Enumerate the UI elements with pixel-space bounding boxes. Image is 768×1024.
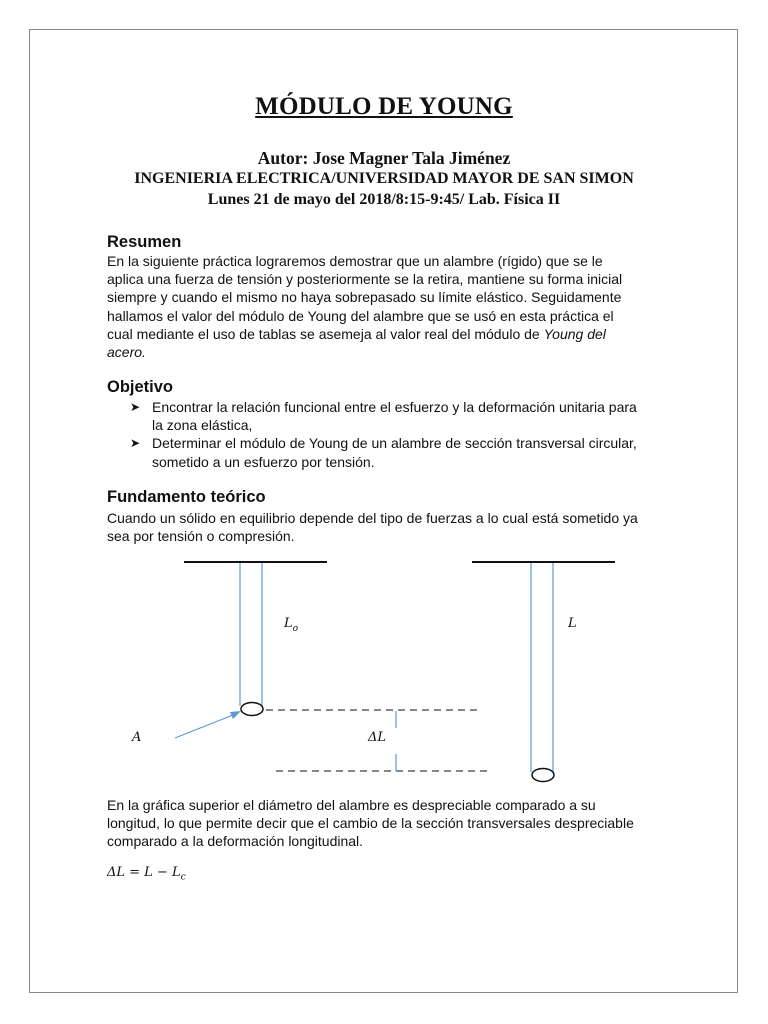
resumen-line-3: siempre y cuando el mismo no haya sobrepasado su límite elástico. Seguidamente [107,289,622,306]
arrow-bullet-icon: ➤ [130,400,141,414]
objetivo-heading: Objetivo [107,378,174,396]
resumen-italic-1: Young del [543,325,606,342]
arrow-bullet-icon: ➤ [130,436,141,451]
objetivo-bullet-2-line-b: sometido a un esfuerzo por tensión. [152,453,375,470]
explicacion-line-1: En la gráfica superior el diámetro del alambre es despreciable comparado a su [107,797,596,813]
fundamento-line-2: sea por tensión o compresión. [107,528,295,545]
resumen-heading: Resumen [107,233,182,251]
delta-l-label: ΔL [368,730,387,745]
resumen-line-4: hallamos el valor del módulo de Young del alambre que se usó en esta práctica el [107,307,614,324]
fundamento-line-1: Cuando un sólido en equilibrio depende del tipo de fuerzas a lo cual está sometido ya [107,510,638,526]
formula-sub: c [180,872,186,883]
resumen-line-2: aplica una fuerza de tensión y posteriormente se la retira, mantiene su forma inicial [107,271,623,288]
l-label: L [568,616,577,631]
resumen-line-5-text: cual mediante el uso de tablas se asemeja al valor real del módulo de [107,325,544,342]
resumen-line-1: En la siguiente práctica lograremos demostrar que un alambre (rígido) que se le [107,253,603,269]
date-line: Lunes 21 de mayo del 2018/8:15-9:45/ Lab. Física II [207,191,561,208]
author-line: Autor: Jose Magner Tala Jiménez [257,148,511,168]
document-title: MÓDULO DE YOUNG [255,93,513,120]
right-wire-end [532,769,554,782]
formula-main: ΔL = L − L [107,865,181,880]
explicacion-paragraph [107,796,682,851]
area-arrow-head-icon [230,711,241,719]
area-arrow-line [175,715,233,738]
area-label: A [132,730,142,745]
institution-line: INGENIERIA ELECTRICA/UNIVERSIDAD MAYOR DE SAN SIMON [134,170,634,187]
objetivo-bullet-2-line-a: Determinar el módulo de Young de un alambre de sección transversal circular, [152,435,637,452]
delta-l-formula [107,865,186,883]
left-wire-end [241,703,263,716]
objetivo-bullet-1-line-a: Encontrar la relación funcional entre el esfuerzo y la deformación unitaria para [152,399,637,415]
fundamento-heading: Fundamento teórico [107,488,266,506]
objetivo-bullet-1-line-b: la zona elástica, [152,417,253,434]
resumen-italic-2: acero. [107,344,146,361]
lo-label: $L_o$ [284,616,299,634]
explicacion-line-3: comparado a la deformación longitudinal. [107,833,364,850]
explicacion-line-2: longitud, lo que permite decir que el cambio de la sección transversales despreciable [107,815,634,832]
